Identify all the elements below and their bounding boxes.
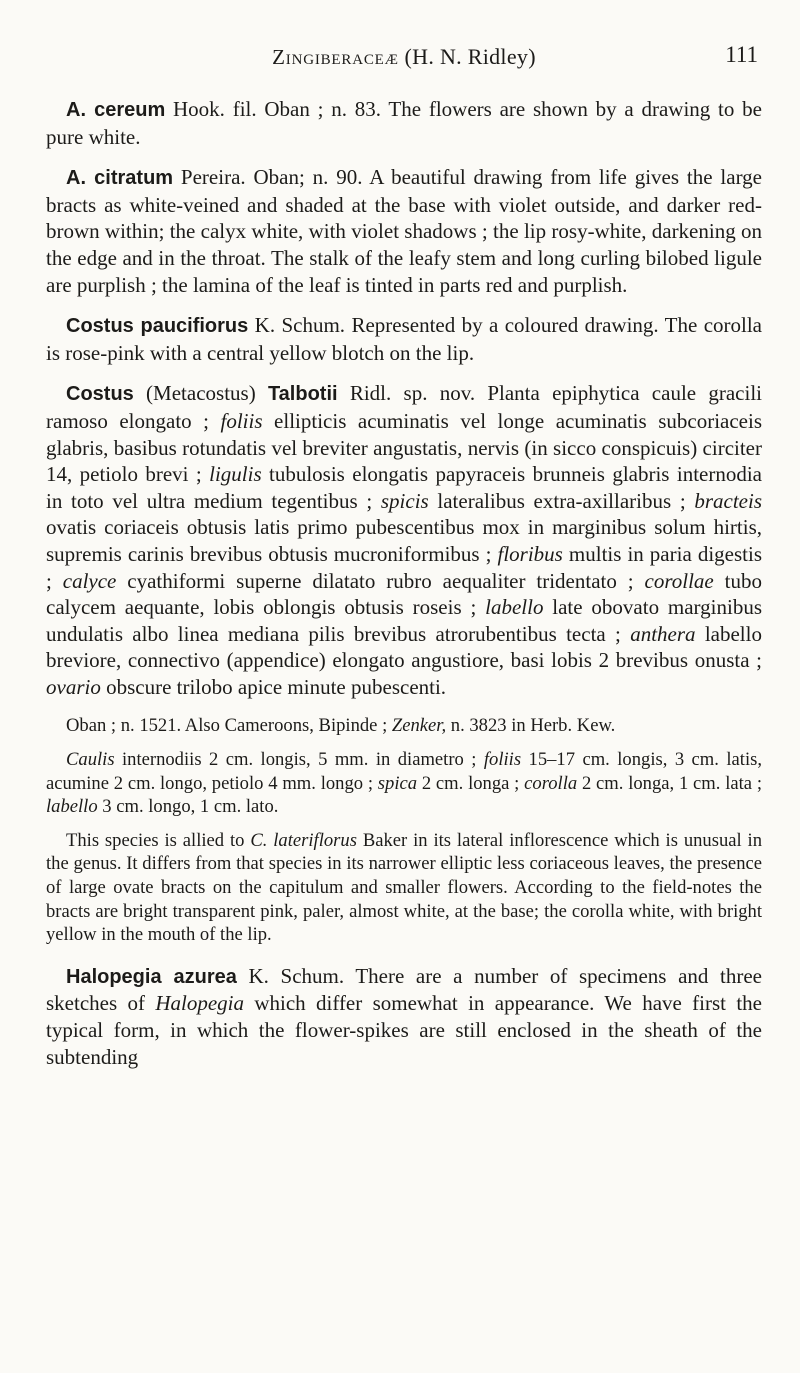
locality-text: Oban ; n. 1521. Also Cameroons, Bipinde ; — [66, 715, 392, 737]
description-text: Ridl. sp. nov. Planta epiphytica caule gracili ramoso elongato ; — [46, 381, 763, 433]
description-term: anthera — [630, 621, 696, 646]
entry-a-citratum — [46, 164, 762, 298]
measurement-text: internodiis 2 cm. longis, 5 mm. in diametro ; — [114, 749, 484, 771]
measurement-text: 3 cm. longo, 1 cm. lato. — [97, 796, 279, 818]
description-term: calyce — [62, 568, 117, 593]
measurement-text: 2 cm. longa ; — [417, 772, 525, 794]
taxon-name: A. cereum — [66, 99, 166, 121]
entry-text: K. Schum. Represented by a coloured drawing. The corolla is rose-pink with a central yellow blotch on the lip. — [46, 313, 762, 365]
taxon-name: A. citratum — [66, 167, 174, 190]
running-head-title — [46, 44, 762, 70]
description-term: bracteis — [694, 488, 762, 513]
entry-costus-talbotii — [46, 380, 762, 700]
description-term: spicis — [380, 488, 429, 513]
notes-text: This species is allied to — [66, 829, 251, 851]
taxon-name: Costus paucifiorus — [66, 315, 249, 338]
locality-paragraph — [46, 714, 762, 738]
measurement-text: 15–17 cm. longis, 3 cm. latis, acumine 2 cm. longo, petiolo 4 mm. longo ; — [46, 749, 762, 794]
measurement-term: corolla — [524, 772, 578, 794]
description-text: multis in paria digestis ; — [46, 541, 762, 593]
measurements-paragraph — [46, 748, 762, 819]
collector-name: Zenker, — [391, 715, 447, 737]
description-term: ligulis — [209, 462, 262, 487]
description-text: tubo calycem aequante, lobis oblongis obtusis roseis ; — [46, 568, 762, 620]
description-text: obscure trilobo apice minute pubescenti. — [100, 674, 447, 699]
page-number: 111 — [725, 42, 758, 67]
running-head — [46, 38, 762, 78]
description-term: ovario — [46, 674, 101, 699]
measurement-term: spica — [377, 772, 418, 794]
description-term: foliis — [220, 408, 263, 433]
locality-text: n. 3823 in Herb. Kew. — [446, 715, 616, 737]
entry-a-cereum — [46, 96, 762, 150]
entry-text: Pereira. Oban; n. 90. A beautiful drawing from life gives the large bracts as white-veined and shaded at the base with violet outside, and darker red-brown within; the calyx white, with violet shadows ; the lip rosy-white, darkening on the edge and in the throat. The stalk of the leafy stem and long curling bilobed ligule are purplish ; the lamina of the leaf is tinted in parts red and purplish. — [46, 165, 762, 297]
entry-text: K. Schum. There are a number of specimens and three sketches of — [46, 963, 762, 1016]
measurement-term: Caulis — [66, 749, 115, 771]
entry-costus-pauciflorus — [46, 312, 762, 366]
entry-text: which differ somewhat in appearance. We have first the typical form, in which the flower-spikes are still enclosed in the sheath of the subtending — [46, 991, 762, 1069]
description-term: labello — [485, 595, 544, 620]
entry-text: Hook. fil. Oban ; n. 83. The flowers are shown by a drawing to be pure white. — [46, 97, 762, 149]
notes-paragraph — [46, 829, 762, 947]
description-text: late obovato marginibus undulatis albo linea mediana pilis brevibus atrorubentibus tecta ; — [46, 595, 763, 646]
description-text: tubulosis elongatis papyraceis brunneis glabris internodia in toto vel ultra medium tegentibus ; — [46, 462, 762, 513]
measurement-text: 2 cm. longa, 1 cm. lata ; — [577, 772, 762, 794]
family-name: Zingiberaceæ — [272, 45, 399, 69]
measurement-term: foliis — [483, 749, 522, 771]
description-term: corollae — [644, 568, 714, 593]
taxon-reference: Halopegia — [155, 991, 244, 1016]
description-text: cyathiformi superne dilatato rubro aequaliter tridentato ; — [116, 568, 645, 593]
page-body — [46, 96, 762, 1070]
author: (H. N. Ridley) — [404, 44, 536, 69]
notes-text: Baker in its lateral inflorescence which is unusual in the genus. It differs from that species in its narrower elliptic less coriaceous leaves, the presence of large ovate bracts on the capitulum and smaller flowers. According to the field-notes the bracts are bright transparent pink, paler, almost white, at the base; the corolla white, with bright yellow in the mouth of the lip. — [46, 829, 762, 946]
description-term: floribus — [497, 541, 563, 566]
taxon-reference: C. lateriflorus — [250, 829, 357, 851]
taxon-name: Halopegia azurea — [66, 965, 237, 988]
taxon-subgenus: (Metacostus) — [133, 381, 268, 406]
taxon-species: Talbotii — [267, 383, 338, 406]
description-text: ovatis coriaceis obtusis latis primo pubescentibus mox in marginibus solum hirtis, supremis carinis brevibus obtusis mucroniformibus ; — [46, 515, 762, 566]
entry-halopegia-azurea — [46, 963, 762, 1070]
description-text: labello breviore, connectivo (appendice) elongato angustiore, basi lobis 2 brevibus onusta ; — [46, 621, 762, 673]
description-text: ellipticis acuminatis vel longe acuminatis subcoriaceis glabris, basibus rotundatis vel breviter angustatis, nervis (in sicco conspicuis) circiter 14, petiolo brevi ; — [46, 408, 762, 487]
taxon-genus: Costus — [66, 383, 134, 406]
measurement-term: labello — [46, 796, 98, 818]
page — [46, 38, 762, 1084]
description-text: lateralibus extra-axillaribus ; — [428, 488, 695, 513]
